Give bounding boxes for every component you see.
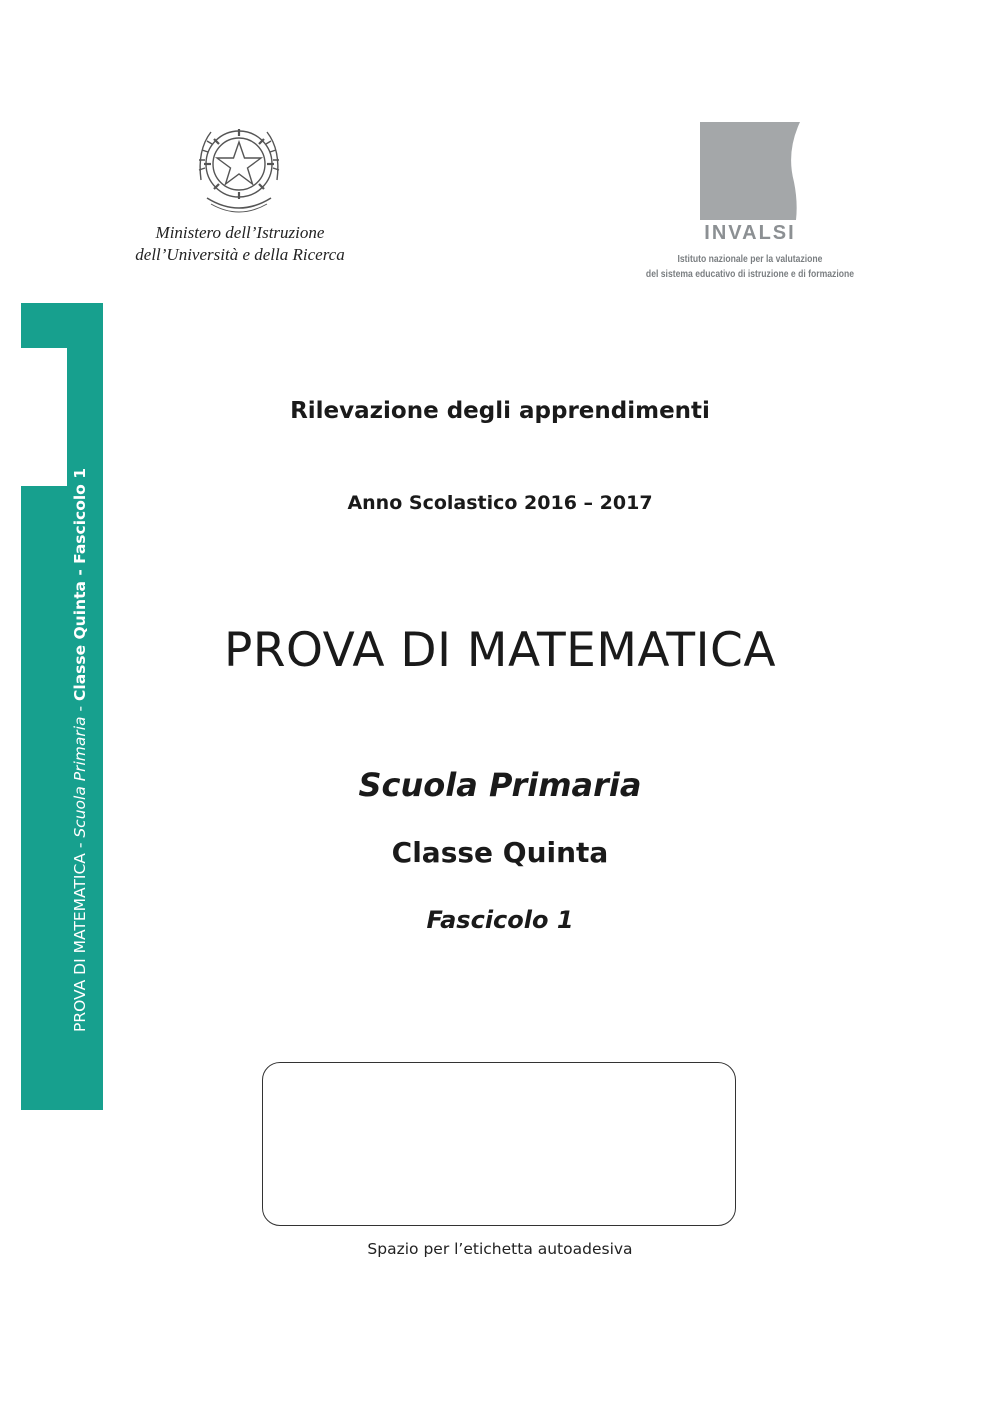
spine-text-subject: PROVA DI MATEMATICA - (71, 837, 89, 1032)
spine-text-school: Scuola Primaria (71, 716, 89, 838)
school-level: Scuola Primaria (358, 766, 642, 804)
spine-text-class-booklet: Classe Quinta - Fascicolo 1 (71, 467, 89, 701)
invalsi-subtitle-line-2: del sistema educativo di istruzione e di formazione (645, 268, 855, 280)
spine-text-separator: - (71, 701, 89, 717)
italian-republic-emblem-icon (193, 120, 285, 220)
sticker-label-caption: Spazio per l’etichetta autoadesiva (367, 1240, 633, 1258)
grade-level: Classe Quinta (391, 836, 609, 869)
survey-title: Rilevazione degli apprendimenti (290, 398, 710, 424)
ministry-name (100, 222, 380, 266)
invalsi-subtitle (627, 252, 873, 282)
sticker-label-box (262, 1062, 736, 1226)
invalsi-flag-logo-icon (698, 122, 802, 220)
ministry-line-2: dell’Università e della Ricerca (135, 245, 345, 264)
subject-title: PROVA DI MATEMATICA (224, 623, 776, 678)
school-year: Anno Scolastico 2016 – 2017 (347, 492, 653, 514)
invalsi-subtitle-line-1: Istituto nazionale per la valutazione (677, 253, 823, 265)
ministry-line-1: Ministero dell’Istruzione (155, 223, 325, 242)
booklet-number: Fascicolo 1 (426, 906, 574, 934)
invalsi-name: INVALSI (704, 222, 796, 244)
